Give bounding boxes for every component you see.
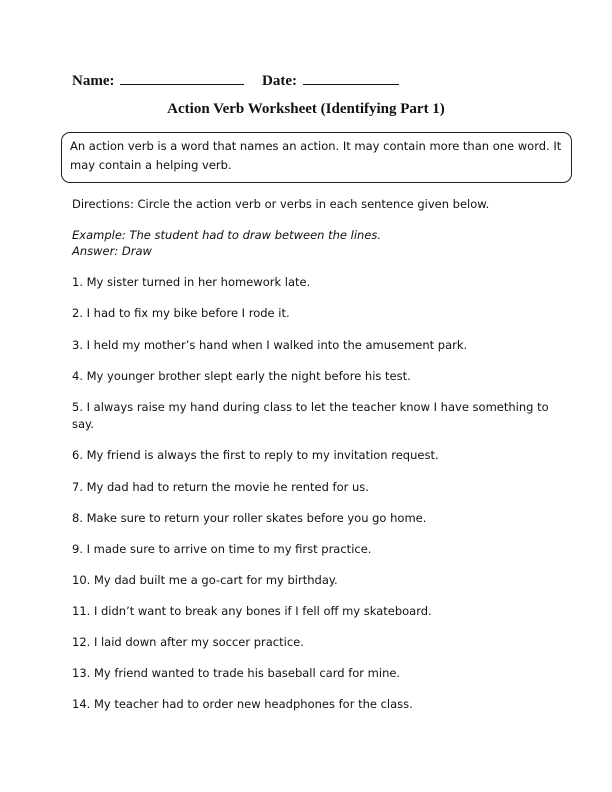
question-item: 8. Make sure to return your roller skates before you go home. (72, 511, 427, 525)
example-answer: Answer: Draw (72, 244, 152, 258)
example-sentence: Example: The student had to draw between the lines. (72, 228, 382, 242)
worksheet-title: Action Verb Worksheet (Identifying Part 1) (167, 101, 445, 117)
question-item: 11. I didn’t want to break any bones if I fell off my skateboard. (72, 604, 432, 618)
question-item: 5. I always raise my hand during class to let the teacher know I have something to say. (72, 400, 549, 431)
date-field (262, 70, 399, 90)
date-blank-line[interactable] (303, 70, 399, 85)
student-info-header (72, 70, 492, 92)
directions-text: Directions: Circle the action verb or verbs in each sentence given below. (72, 197, 490, 211)
question-item: 3. I held my mother’s hand when I walked into the amusement park. (72, 338, 468, 352)
question-item: 12. I laid down after my soccer practice. (72, 635, 304, 649)
name-label: Name: (72, 73, 115, 89)
question-item: 10. My dad built me a go-cart for my birthday. (72, 573, 338, 587)
question-item: 2. I had to fix my bike before I rode it. (72, 306, 290, 320)
question-item: 9. I made sure to arrive on time to my first practice. (72, 542, 372, 556)
example-block (72, 227, 562, 259)
question-item: 6. My friend is always the first to reply to my invitation request. (72, 448, 439, 462)
question-item: 1. My sister turned in her homework late. (72, 275, 311, 289)
question-item: 13. My friend wanted to trade his baseball card for mine. (72, 666, 401, 680)
name-field (72, 70, 244, 90)
question-item: 14. My teacher had to order new headphones for the class. (72, 697, 413, 711)
question-item: 4. My younger brother slept early the night before his test. (72, 369, 411, 383)
name-blank-line[interactable] (120, 70, 244, 85)
question-item: 7. My dad had to return the movie he rented for us. (72, 480, 369, 494)
date-label: Date: (262, 73, 297, 89)
definition-box: An action verb is a word that names an action. It may contain more than one word. It may contain a helping verb. (61, 132, 572, 183)
